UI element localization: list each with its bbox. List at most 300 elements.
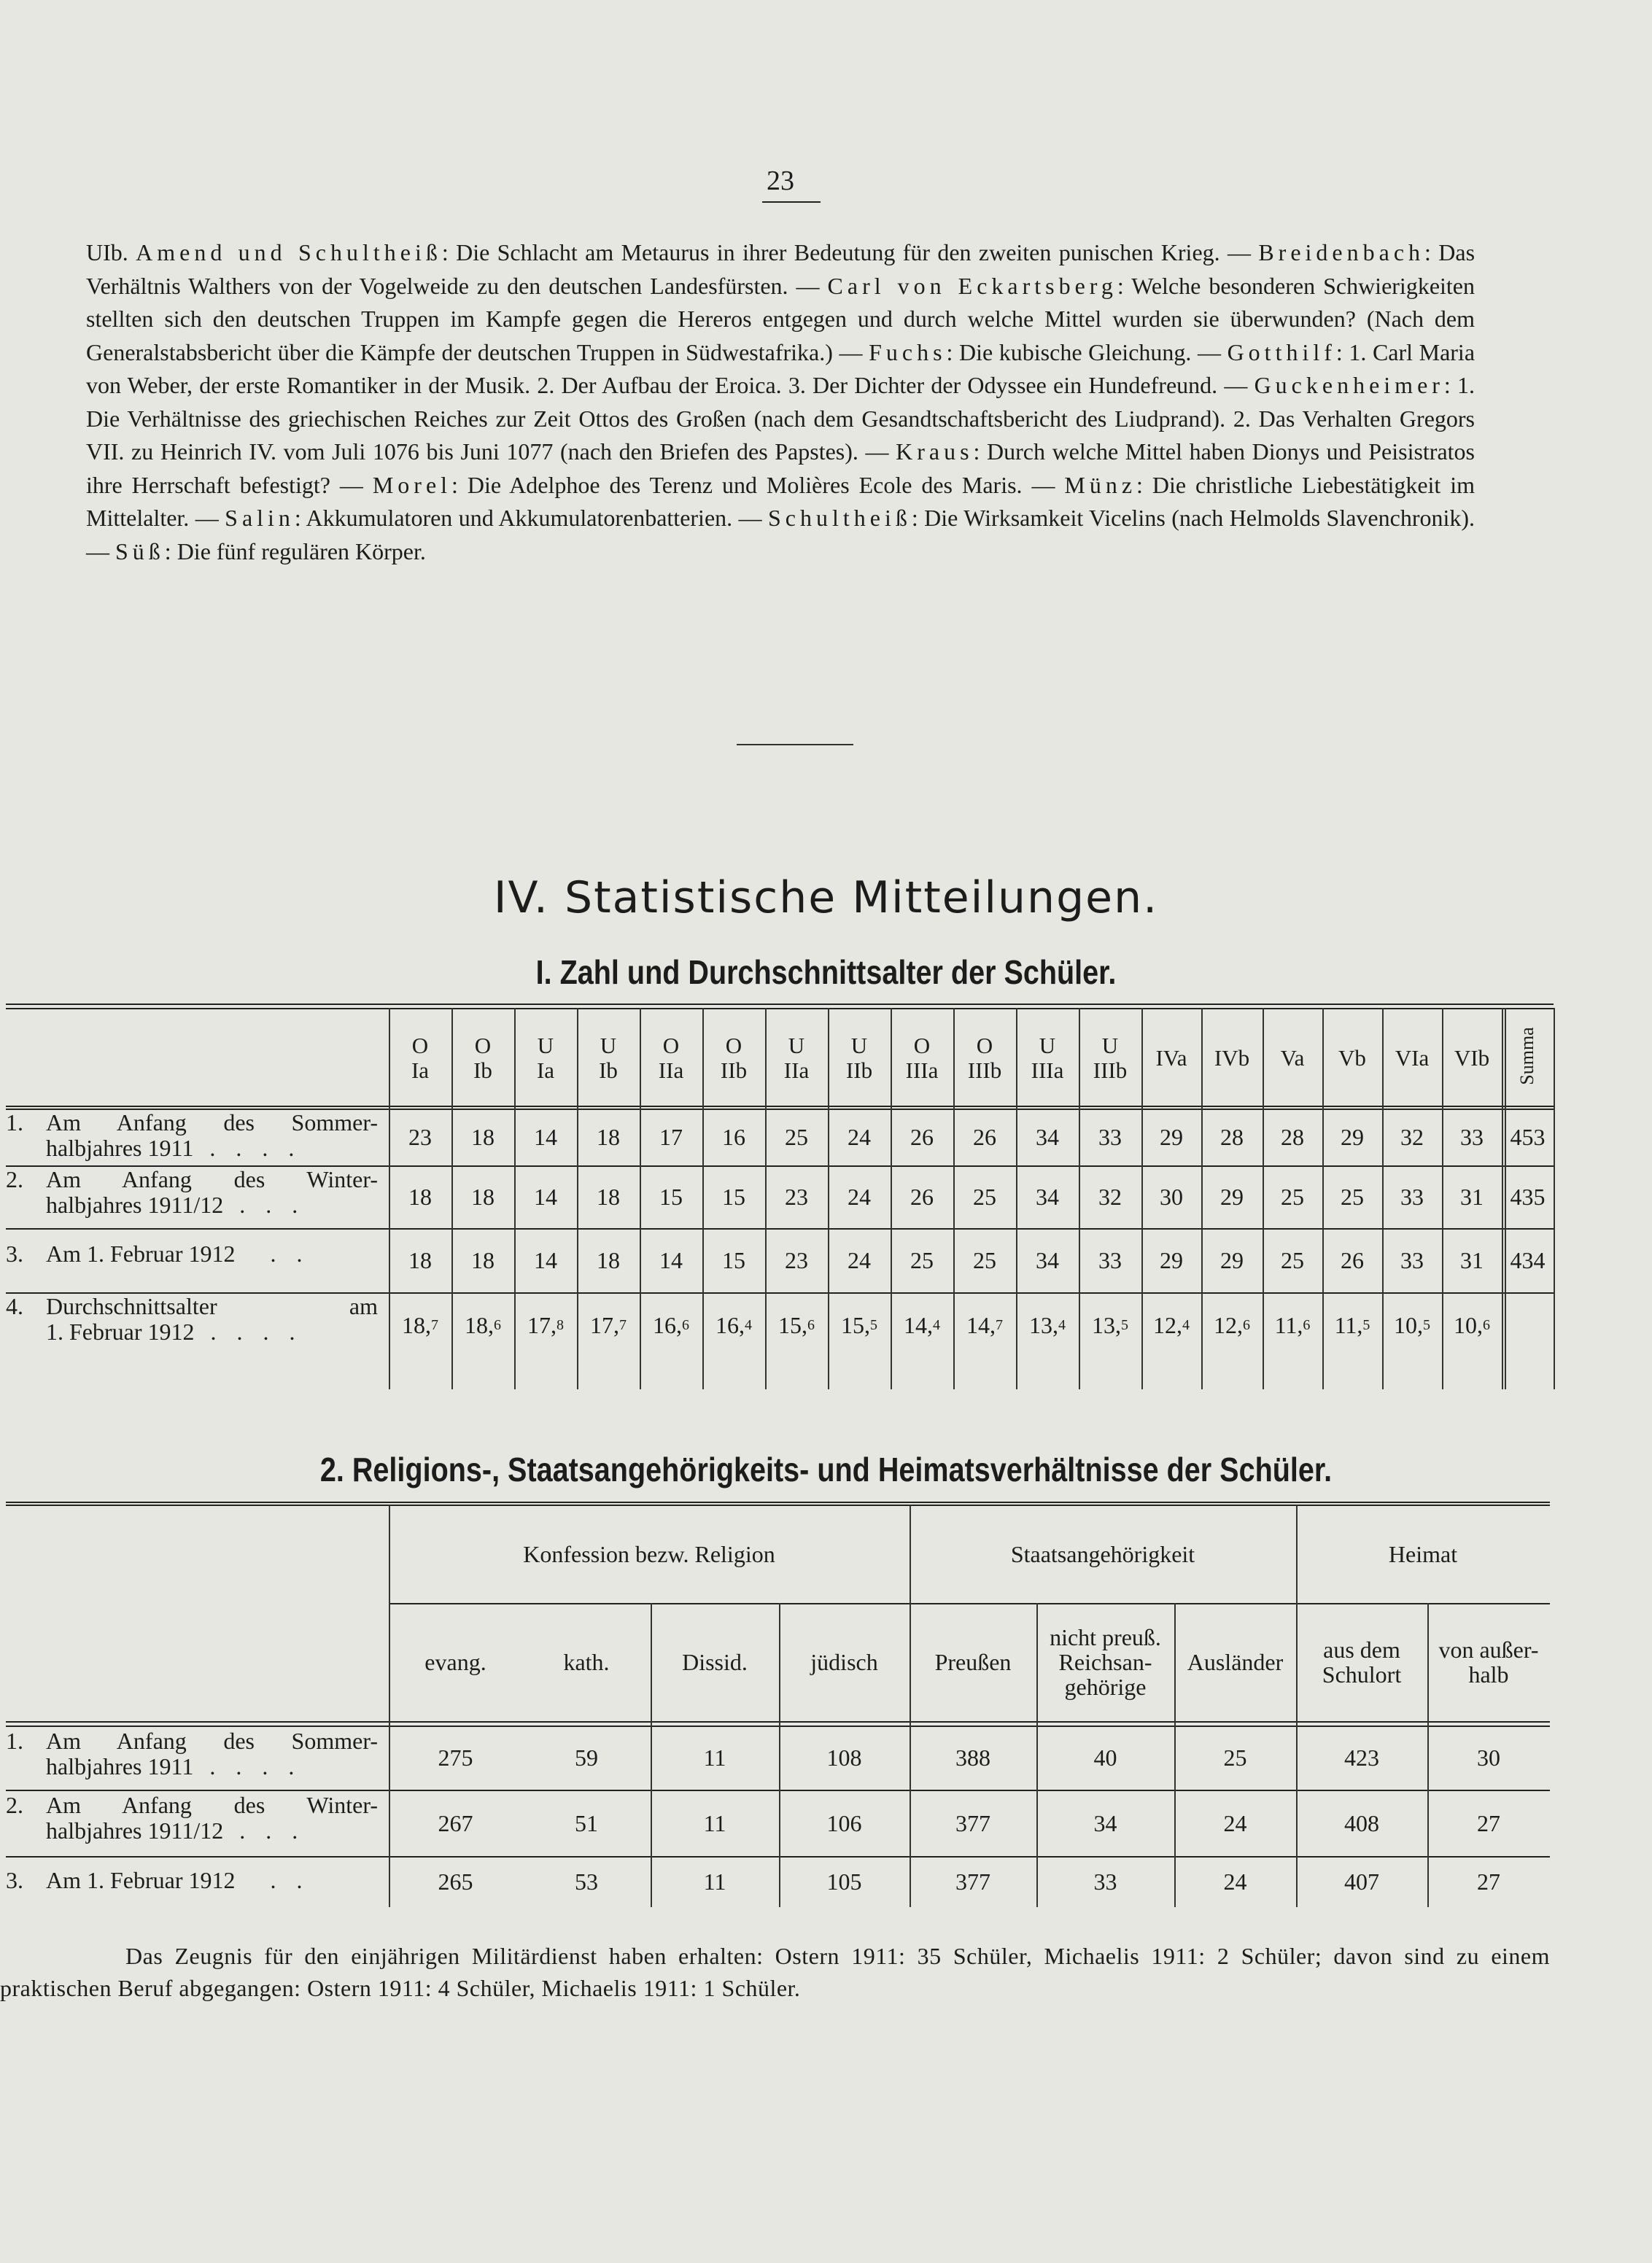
cell-value: 26 bbox=[910, 1124, 934, 1150]
cell-value: 34 bbox=[1093, 1809, 1117, 1836]
column-header-bottom: IVa bbox=[1155, 1045, 1187, 1071]
column-header bbox=[765, 1008, 828, 1109]
table2-cell bbox=[1427, 1856, 1550, 1907]
cell-dec: 4 bbox=[1058, 1317, 1066, 1333]
section-heading: IV. Statistische Mitteilungen. bbox=[493, 872, 1159, 923]
intro-text: : Die kubische Gleichung. — bbox=[946, 338, 1228, 365]
cell-value: 18 bbox=[471, 1184, 495, 1210]
row-label-line-text: halbjahres 1911 bbox=[46, 1753, 194, 1779]
cell-value: 31 bbox=[1460, 1184, 1484, 1210]
cell-int: 16, bbox=[716, 1312, 745, 1338]
cell-value: 29 bbox=[1220, 1247, 1244, 1273]
cell-int: 10, bbox=[1394, 1312, 1423, 1338]
row-dots: . . bbox=[270, 1241, 310, 1267]
column-header bbox=[1016, 1008, 1079, 1109]
row-number: 4. bbox=[6, 1293, 23, 1319]
cell-value: 11 bbox=[703, 1809, 726, 1836]
table1-cell bbox=[891, 1165, 953, 1228]
column-header-bottom: Va bbox=[1280, 1045, 1305, 1071]
row-label-line bbox=[46, 1818, 378, 1844]
cell-dec: 4 bbox=[1182, 1317, 1190, 1333]
cell-value: 25 bbox=[973, 1184, 996, 1210]
cell-value: 26 bbox=[973, 1124, 996, 1150]
cell-value: 423 bbox=[1344, 1744, 1379, 1771]
row-label-line-text: Am 1. Februar 1912 bbox=[46, 1867, 236, 1893]
cell-int: 17, bbox=[527, 1312, 557, 1338]
column-header bbox=[640, 1008, 702, 1109]
table1-cell bbox=[891, 1292, 953, 1358]
row-dots: . . . . bbox=[209, 1135, 302, 1161]
intro-paragraph bbox=[86, 236, 1475, 568]
cell-value: 18 bbox=[597, 1184, 620, 1210]
cell-value: 30 bbox=[1477, 1744, 1500, 1771]
intro-text: : 1. Carl Maria von Weber, der erste Romantiker in der Musik. 2. Der Aufbau der Eroica. 3. Der Dichter der Odyssee ein Hundefreund. — bbox=[86, 338, 1475, 398]
cell-value: 34 bbox=[1036, 1184, 1059, 1210]
row-label-line bbox=[46, 1136, 378, 1161]
column-header bbox=[910, 1603, 1036, 1721]
cell-value: 275 bbox=[438, 1744, 473, 1771]
cell-value: 23 bbox=[785, 1184, 808, 1210]
row-label-text bbox=[46, 1167, 378, 1218]
table1-cell bbox=[640, 1228, 702, 1292]
table2-cell bbox=[1174, 1726, 1296, 1790]
table1-cell bbox=[1502, 1165, 1554, 1228]
group-header: Konfession bezw. Religion bbox=[523, 1540, 775, 1567]
cell-value: 32 bbox=[1400, 1124, 1424, 1150]
intro-author: Fuchs bbox=[869, 338, 947, 365]
table2-top-rule bbox=[6, 1502, 1550, 1503]
intro-text: : Die christliche Liebestätigkeit im Mittelalter. — bbox=[86, 471, 1475, 531]
cell-value: 26 bbox=[910, 1184, 934, 1210]
cell-value: 18 bbox=[597, 1124, 620, 1150]
column-header-top: U bbox=[1039, 1033, 1056, 1058]
column-header-text: Preußen bbox=[934, 1649, 1012, 1675]
column-header-bottom: IVb bbox=[1214, 1045, 1250, 1071]
column-header bbox=[1427, 1603, 1550, 1721]
cell-dec: 5 bbox=[1423, 1317, 1430, 1333]
column-header-top: U bbox=[1101, 1033, 1119, 1058]
table1-cell bbox=[1263, 1228, 1322, 1292]
row-label-line bbox=[46, 1754, 378, 1779]
cell-dec: 7 bbox=[619, 1317, 627, 1333]
table2-cell bbox=[651, 1726, 779, 1790]
cell-dec: 8 bbox=[557, 1317, 564, 1333]
intro-text: : Die fünf regulären Körper. bbox=[164, 537, 426, 564]
cell-dec: 6 bbox=[1303, 1317, 1311, 1333]
table1-cell bbox=[828, 1228, 891, 1292]
column-header-bottom: VIa bbox=[1395, 1045, 1430, 1071]
table1-cell bbox=[1201, 1228, 1263, 1292]
column-header-bottom: IIb bbox=[720, 1057, 748, 1083]
table1-cell bbox=[1322, 1165, 1382, 1228]
row-label-line bbox=[46, 1167, 378, 1192]
table1-cell bbox=[765, 1165, 828, 1228]
row-label-line-text: Am Anfang des Sommer- bbox=[46, 1109, 378, 1136]
column-header bbox=[953, 1008, 1016, 1109]
column-header bbox=[1141, 1008, 1201, 1109]
intro-author: Guckenheimer bbox=[1254, 372, 1444, 398]
table2-heading: 2. Religions-, Staatsangehörigkeits- und Heimatsverhältnisse der Schüler. bbox=[319, 1451, 1333, 1488]
table1-cell bbox=[828, 1165, 891, 1228]
row-number: 1. bbox=[6, 1109, 23, 1136]
row-label-text bbox=[46, 1241, 378, 1267]
table2-cell bbox=[779, 1856, 910, 1907]
table1-cell bbox=[702, 1292, 765, 1358]
table1-cell bbox=[1263, 1292, 1322, 1358]
row-label-line bbox=[46, 1793, 378, 1818]
table1-cell bbox=[1502, 1109, 1554, 1165]
table1-cell bbox=[891, 1109, 953, 1165]
cell-value: 408 bbox=[1344, 1809, 1379, 1836]
cell-int: 18, bbox=[402, 1312, 431, 1338]
table2-cell bbox=[779, 1790, 910, 1856]
row-label-line bbox=[46, 1319, 378, 1345]
intro-author: Carl von Eckartsberg bbox=[827, 272, 1117, 299]
table1-cell bbox=[577, 1165, 640, 1228]
column-header-top: U bbox=[850, 1033, 868, 1058]
table1-cell bbox=[1016, 1109, 1079, 1165]
cell-int: 14, bbox=[904, 1312, 933, 1338]
cell-value: 377 bbox=[955, 1868, 990, 1895]
column-header-text: von außer-halb bbox=[1438, 1637, 1539, 1688]
cell-dec: 5 bbox=[1362, 1317, 1370, 1333]
table1-cell bbox=[640, 1165, 702, 1228]
cell-int: 16, bbox=[653, 1312, 682, 1338]
column-header bbox=[1174, 1603, 1296, 1721]
column-header-bottom: IIb bbox=[845, 1057, 873, 1083]
cell-dec: 6 bbox=[1483, 1317, 1490, 1333]
column-header: Summa bbox=[1516, 1027, 1537, 1085]
cell-int: 15, bbox=[841, 1312, 870, 1338]
column-header bbox=[1382, 1008, 1442, 1109]
table2-cell bbox=[779, 1726, 910, 1790]
cell-value: 267 bbox=[438, 1809, 473, 1836]
column-header bbox=[451, 1008, 514, 1109]
cell-value: 388 bbox=[955, 1744, 990, 1771]
table1-column-rule bbox=[1554, 1008, 1555, 1389]
cell-value: 28 bbox=[1220, 1124, 1244, 1150]
cell-dec: 5 bbox=[870, 1317, 877, 1333]
cell-value: 29 bbox=[1341, 1124, 1364, 1150]
intro-author: Kraus bbox=[896, 438, 974, 465]
column-header-bottom: IIa bbox=[783, 1057, 810, 1083]
row-dots: . . . bbox=[239, 1192, 306, 1218]
cell-value: 18 bbox=[471, 1124, 495, 1150]
column-header-bottom: Ib bbox=[599, 1057, 618, 1083]
column-header-text: kath. bbox=[563, 1649, 610, 1675]
column-header-bottom: VIb bbox=[1454, 1045, 1490, 1071]
column-header-bottom: IIIb bbox=[967, 1057, 1002, 1083]
column-header-bottom: Ib bbox=[473, 1057, 492, 1083]
column-header bbox=[389, 1008, 451, 1109]
table1-cell bbox=[1141, 1109, 1201, 1165]
table1-cell bbox=[451, 1292, 514, 1358]
table1-cell bbox=[451, 1228, 514, 1292]
table2-cell bbox=[389, 1726, 522, 1790]
cell-dec: 6 bbox=[807, 1317, 815, 1333]
table1-cell bbox=[389, 1165, 451, 1228]
table2-cell bbox=[522, 1856, 651, 1907]
row-dots: . . . . bbox=[210, 1319, 303, 1345]
cell-value: 23 bbox=[408, 1124, 432, 1150]
table1-cell bbox=[953, 1109, 1016, 1165]
table1-cell bbox=[514, 1228, 577, 1292]
cell-value: 15 bbox=[722, 1247, 745, 1273]
table1-cell bbox=[1141, 1292, 1201, 1358]
row-label-line-text: halbjahres 1911 bbox=[46, 1135, 194, 1161]
column-header-text: evang. bbox=[424, 1649, 486, 1675]
cell-dec: 5 bbox=[1121, 1317, 1128, 1333]
cell-value: 265 bbox=[438, 1868, 473, 1895]
intro-text: : Durch welche Mittel haben Dionys und Peisistratos ihre Herrschaft befestigt? — bbox=[86, 438, 1475, 498]
cell-value: 27 bbox=[1477, 1809, 1500, 1836]
table1-cell bbox=[514, 1109, 577, 1165]
table1-cell bbox=[1079, 1228, 1141, 1292]
cell-int: 10, bbox=[1454, 1312, 1483, 1338]
table1-cell bbox=[1442, 1228, 1502, 1292]
cell-value: 33 bbox=[1098, 1247, 1122, 1273]
table1-cell bbox=[702, 1109, 765, 1165]
column-header bbox=[522, 1603, 651, 1721]
table2-cell bbox=[651, 1790, 779, 1856]
cell-value: 14 bbox=[534, 1184, 557, 1210]
cell-value: 18 bbox=[597, 1247, 620, 1273]
cell-value: 25 bbox=[1281, 1184, 1304, 1210]
table1-cell bbox=[1016, 1292, 1079, 1358]
table1-cell bbox=[1263, 1165, 1322, 1228]
table1-cell bbox=[1016, 1228, 1079, 1292]
cell-value: 24 bbox=[848, 1124, 871, 1150]
column-header-top: U bbox=[788, 1033, 805, 1058]
cell-value: 18 bbox=[408, 1184, 432, 1210]
intro-author: Schultheiß bbox=[768, 505, 912, 531]
cell-value: 34 bbox=[1036, 1247, 1059, 1273]
table2-cell bbox=[1174, 1856, 1296, 1907]
table1-cell bbox=[702, 1165, 765, 1228]
cell-int: 11, bbox=[1334, 1312, 1363, 1338]
cell-value: 106 bbox=[826, 1809, 862, 1836]
table1-cell bbox=[640, 1292, 702, 1358]
row-label-line bbox=[46, 1192, 378, 1218]
cell-value: 24 bbox=[848, 1184, 871, 1210]
note-paragraph: Das Zeugnis für den einjährigen Militärdienst haben erhalten: Ostern 1911: 35 Schüler, Michaelis 1911: 2 Schüler; davon sind zu einem praktischen Beruf abgegangen: Ostern 1911: 4 Schüler, Michaelis 1911: 1 Schüler. bbox=[0, 1943, 1550, 2001]
row-number: 3. bbox=[6, 1867, 23, 1893]
cell-int: 11, bbox=[1274, 1312, 1303, 1338]
table2-cell bbox=[522, 1726, 651, 1790]
cell-value: 25 bbox=[785, 1124, 808, 1150]
cell-value: 33 bbox=[1460, 1124, 1484, 1150]
row-number: 3. bbox=[6, 1241, 23, 1267]
table1-cell bbox=[765, 1228, 828, 1292]
cell-value: 18 bbox=[408, 1247, 432, 1273]
cell-value: 11 bbox=[703, 1868, 726, 1895]
row-label-line-text: Am 1. Februar 1912 bbox=[46, 1241, 236, 1267]
cell-value: 53 bbox=[575, 1868, 598, 1895]
cell-dec: 6 bbox=[1243, 1317, 1250, 1333]
row-label-line bbox=[46, 1294, 378, 1319]
cell-int: 12, bbox=[1153, 1312, 1182, 1338]
row-label-line bbox=[46, 1241, 378, 1267]
column-header bbox=[891, 1008, 953, 1109]
cell-int: 18, bbox=[465, 1312, 494, 1338]
table1-cell bbox=[1079, 1165, 1141, 1228]
column-header bbox=[1442, 1008, 1502, 1109]
column-header bbox=[389, 1603, 522, 1721]
cell-value: 25 bbox=[910, 1247, 934, 1273]
column-header-bottom: IIa bbox=[658, 1057, 684, 1083]
table1-cell bbox=[577, 1109, 640, 1165]
table1-cell bbox=[702, 1228, 765, 1292]
cell-int: 14, bbox=[966, 1312, 996, 1338]
cell-value: 28 bbox=[1281, 1124, 1304, 1150]
cell-value: 30 bbox=[1160, 1184, 1183, 1210]
column-header-top: U bbox=[537, 1033, 554, 1058]
table1-cell bbox=[1442, 1109, 1502, 1165]
cell-value: 435 bbox=[1510, 1184, 1546, 1210]
cell-value: 453 bbox=[1510, 1124, 1546, 1150]
table1-cell bbox=[1442, 1292, 1502, 1358]
cell-value: 29 bbox=[1160, 1124, 1183, 1150]
table1-cell bbox=[953, 1165, 1016, 1228]
column-header-bottom: Ia bbox=[411, 1057, 430, 1083]
intro-text: : Das Verhältnis Walthers von der Vogelweide zu den deutschen Landesfürsten. — bbox=[86, 239, 1475, 299]
table1-cell bbox=[765, 1109, 828, 1165]
table1-cell bbox=[1382, 1165, 1442, 1228]
intro-author: Breidenbach bbox=[1258, 239, 1425, 265]
intro-author: Münz bbox=[1064, 471, 1137, 498]
table2-cell bbox=[1036, 1856, 1174, 1907]
table1-cell bbox=[1201, 1165, 1263, 1228]
table2-cell bbox=[1427, 1726, 1550, 1790]
cell-value: 23 bbox=[785, 1247, 808, 1273]
table2-header-rule bbox=[6, 1721, 1550, 1723]
table1-cell bbox=[953, 1228, 1016, 1292]
column-header-bottom: IIIa bbox=[1031, 1057, 1064, 1083]
table1-cell bbox=[891, 1228, 953, 1292]
column-header bbox=[702, 1008, 765, 1109]
cell-value: 105 bbox=[826, 1868, 862, 1895]
table2-cell bbox=[1296, 1856, 1427, 1907]
row-label-text bbox=[46, 1110, 378, 1161]
table2-cell bbox=[389, 1790, 522, 1856]
cell-value: 25 bbox=[973, 1247, 996, 1273]
cell-dec: 7 bbox=[996, 1317, 1003, 1333]
cell-value: 40 bbox=[1093, 1744, 1117, 1771]
table1-cell bbox=[765, 1292, 828, 1358]
cell-dec: 4 bbox=[933, 1317, 940, 1333]
row-label-text bbox=[46, 1294, 378, 1345]
cell-value: 51 bbox=[575, 1809, 598, 1836]
row-number: 2. bbox=[6, 1792, 23, 1818]
table2-cell bbox=[651, 1856, 779, 1907]
table2-cell bbox=[910, 1790, 1036, 1856]
cell-value: 11 bbox=[703, 1744, 726, 1771]
table2-cell bbox=[1174, 1790, 1296, 1856]
cell-value: 15 bbox=[659, 1184, 683, 1210]
column-header-text: aus dem Schulort bbox=[1322, 1637, 1402, 1688]
cell-value: 33 bbox=[1098, 1124, 1122, 1150]
cell-value: 14 bbox=[659, 1247, 683, 1273]
table1-cell bbox=[1382, 1109, 1442, 1165]
column-header-top: O bbox=[725, 1033, 742, 1058]
page-number: 23 bbox=[767, 166, 794, 196]
table1-cell bbox=[514, 1165, 577, 1228]
cell-value: 29 bbox=[1160, 1247, 1183, 1273]
column-header bbox=[651, 1603, 779, 1721]
column-header-bottom: Ia bbox=[536, 1057, 555, 1083]
table1-cell bbox=[1201, 1292, 1263, 1358]
column-header-top: O bbox=[474, 1033, 492, 1058]
table1-cell bbox=[1442, 1165, 1502, 1228]
group-header: Heimat bbox=[1388, 1540, 1458, 1567]
row-label-line bbox=[46, 1110, 378, 1136]
column-header bbox=[514, 1008, 577, 1109]
table1-cell bbox=[451, 1109, 514, 1165]
table1-cell bbox=[577, 1228, 640, 1292]
table1-cell bbox=[828, 1292, 891, 1358]
table1-heading: I. Zahl und Durchschnittsalter der Schüler. bbox=[535, 953, 1117, 991]
column-header-bottom: IIIb bbox=[1093, 1057, 1128, 1083]
cell-value: 25 bbox=[1281, 1247, 1304, 1273]
cell-value: 14 bbox=[534, 1124, 557, 1150]
column-header-top: O bbox=[976, 1033, 993, 1058]
cell-value: 377 bbox=[955, 1809, 990, 1836]
table1-cell bbox=[1263, 1109, 1322, 1165]
cell-value: 18 bbox=[471, 1247, 495, 1273]
table2-cell bbox=[1036, 1726, 1174, 1790]
table1-cell bbox=[1141, 1228, 1201, 1292]
intro-text: : Die Schlacht am Metaurus in ihrer Bedeutung für den zweiten punischen Krieg. — bbox=[441, 239, 1259, 265]
column-header-text: Dissid. bbox=[682, 1649, 748, 1675]
row-dots: . . . . bbox=[209, 1753, 302, 1779]
table1-cell bbox=[1502, 1228, 1554, 1292]
cell-value: 434 bbox=[1510, 1247, 1546, 1273]
column-header-bottom: Vb bbox=[1338, 1045, 1366, 1071]
column-header-top: O bbox=[662, 1033, 680, 1058]
cell-value: 15 bbox=[722, 1184, 745, 1210]
table1-top-rule bbox=[6, 1004, 1554, 1005]
cell-dec: 4 bbox=[745, 1317, 752, 1333]
cell-value: 24 bbox=[1223, 1809, 1247, 1836]
cell-value: 27 bbox=[1477, 1868, 1500, 1895]
column-header-text: nicht preuß. Reichsan-gehörige bbox=[1050, 1624, 1161, 1700]
cell-value: 24 bbox=[848, 1247, 871, 1273]
row-label-line-text: Durchschnittsalter am bbox=[46, 1293, 378, 1319]
cell-dec: 7 bbox=[431, 1317, 438, 1333]
table1-cell bbox=[640, 1109, 702, 1165]
column-header bbox=[1322, 1008, 1382, 1109]
cell-value: 33 bbox=[1400, 1247, 1424, 1273]
row-label-text bbox=[46, 1728, 378, 1779]
table1-cell bbox=[1322, 1109, 1382, 1165]
table1-cell bbox=[1079, 1292, 1141, 1358]
column-header-text: Ausländer bbox=[1187, 1649, 1284, 1675]
cell-value: 34 bbox=[1036, 1124, 1059, 1150]
column-header bbox=[577, 1008, 640, 1109]
table1-cell bbox=[1382, 1292, 1442, 1358]
row-label-line bbox=[46, 1868, 378, 1893]
cell-value: 31 bbox=[1460, 1247, 1484, 1273]
table1-cell bbox=[389, 1292, 451, 1358]
cell-value: 17 bbox=[659, 1124, 683, 1150]
row-label-line-text: Am Anfang des Winter- bbox=[46, 1166, 378, 1192]
row-label-line-text: 1. Februar 1912 bbox=[46, 1319, 195, 1345]
table1-cell bbox=[1322, 1292, 1382, 1358]
intro-entries bbox=[86, 239, 1475, 564]
column-header bbox=[1079, 1008, 1141, 1109]
column-header-text: jüdisch bbox=[810, 1649, 878, 1675]
cell-value: 25 bbox=[1223, 1744, 1247, 1771]
